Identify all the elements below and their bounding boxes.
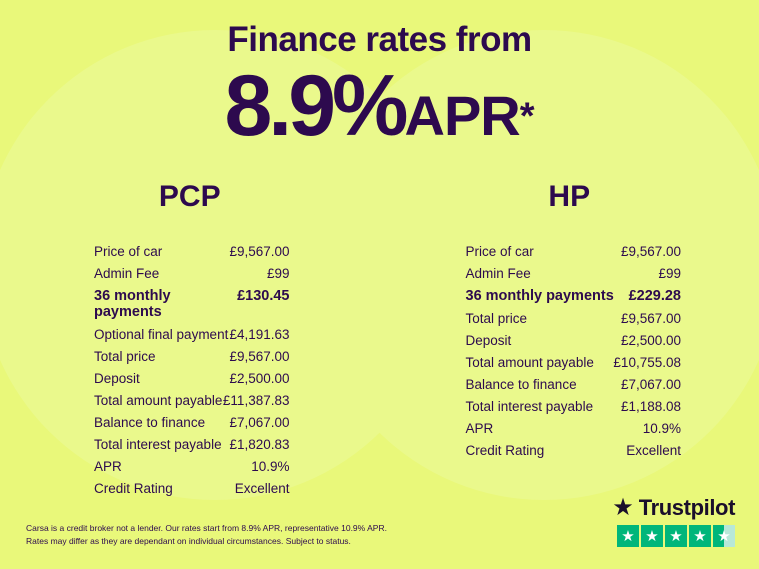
- row-label: Total price: [465, 310, 528, 326]
- row-value: £1,820.83: [229, 436, 290, 452]
- column-title-pcp: PCP: [158, 180, 221, 213]
- row-label: Total amount payable: [94, 392, 223, 408]
- row-label: Balance to finance: [465, 376, 577, 392]
- table-row: [466, 395, 682, 417]
- row-value: £1,188.08: [620, 398, 681, 414]
- row-label: Price of car: [465, 243, 534, 259]
- row-value: Excellent: [234, 480, 290, 496]
- table-row: [94, 284, 290, 323]
- table-row: [94, 389, 290, 411]
- row-value: £10,755.08: [613, 354, 681, 370]
- apr-rate: 8.9%: [224, 58, 405, 154]
- table-row: [466, 240, 682, 262]
- footnote-line-1: Carsa is a credit broker not a lender. Our rates start from 8.9% APR, representative 10.9% APR.: [26, 523, 387, 534]
- apr-headline: [0, 58, 759, 154]
- row-label: Deposit: [94, 370, 140, 386]
- row-value: £7,067.00: [229, 414, 290, 430]
- column-title-hp: HP: [548, 180, 591, 213]
- table-row: [94, 367, 290, 389]
- table-row: [466, 439, 682, 461]
- table-row: [466, 351, 682, 373]
- row-label: 36 monthly payments: [465, 287, 614, 304]
- row-label: Optional final payment: [94, 326, 229, 342]
- table-row: [94, 262, 290, 284]
- row-value: £9,567.00: [620, 310, 681, 326]
- rating-star-half-icon: ★: [713, 525, 735, 547]
- row-value: £4,191.63: [229, 326, 290, 342]
- trustpilot-logo: [612, 495, 735, 521]
- table-row: [466, 262, 682, 284]
- page-title: Finance rates from: [227, 20, 532, 59]
- rating-star-icon: ★: [689, 525, 711, 547]
- row-label: 36 monthly payments: [94, 287, 171, 320]
- trustpilot-widget[interactable]: [612, 495, 735, 547]
- row-value: Excellent: [626, 442, 681, 458]
- pcp-rows: [26, 240, 354, 499]
- row-value: £130.45: [237, 287, 290, 304]
- rating-star-icon: ★: [617, 525, 639, 547]
- footnote-line-2: Rates may differ as they are dependant on individual circumstances. Subject to status.: [26, 535, 351, 546]
- row-value: £9,567.00: [620, 243, 681, 259]
- row-label: Total price: [94, 348, 156, 364]
- table-row: [94, 345, 290, 367]
- finance-comparison: [0, 180, 759, 499]
- row-label: Admin Fee: [94, 265, 160, 281]
- rating-star-icon: ★: [665, 525, 687, 547]
- row-label: Total interest payable: [94, 436, 222, 452]
- finance-column-pcp: [0, 180, 380, 499]
- row-label: Balance to finance: [94, 414, 206, 430]
- row-value: £2,500.00: [229, 370, 290, 386]
- row-label: APR: [94, 458, 122, 474]
- row-label: Credit Rating: [94, 480, 173, 496]
- trustpilot-rating: [612, 525, 735, 547]
- table-row: [94, 477, 290, 499]
- table-row: [94, 455, 290, 477]
- row-label: Admin Fee: [465, 265, 531, 281]
- row-label: Credit Rating: [465, 442, 545, 458]
- row-value: £11,387.83: [222, 392, 290, 408]
- apr-unit: APR: [404, 84, 520, 147]
- legal-footnote: [26, 522, 387, 547]
- table-row: [94, 323, 290, 345]
- table-row: [466, 417, 682, 439]
- table-row: [94, 240, 290, 262]
- table-row: [94, 411, 290, 433]
- rating-star-icon: ★: [641, 525, 663, 547]
- table-row: [466, 329, 682, 351]
- trustpilot-star-icon: ★: [612, 494, 634, 521]
- row-value: £99: [266, 265, 290, 281]
- row-label: Total amount payable: [465, 354, 594, 370]
- table-row: [94, 433, 290, 455]
- row-value: £9,567.00: [229, 243, 290, 259]
- row-value: £229.28: [628, 287, 681, 304]
- row-value: 10.9%: [642, 420, 681, 436]
- row-value: £7,067.00: [620, 376, 681, 392]
- finance-column-hp: [380, 180, 759, 499]
- row-value: £2,500.00: [620, 332, 681, 348]
- table-row: [466, 373, 682, 395]
- row-value: £9,567.00: [229, 348, 290, 364]
- row-value: 10.9%: [251, 458, 290, 474]
- row-label: Price of car: [94, 243, 163, 259]
- trustpilot-name: Trustpilot: [638, 495, 735, 520]
- row-label: APR: [465, 420, 494, 436]
- table-row: [466, 307, 682, 329]
- row-label: Deposit: [465, 332, 512, 348]
- apr-asterisk: *: [519, 95, 535, 138]
- table-row: [466, 284, 682, 307]
- row-value: £99: [658, 265, 681, 281]
- row-label: Total interest payable: [465, 398, 594, 414]
- hp-rows: [406, 240, 734, 461]
